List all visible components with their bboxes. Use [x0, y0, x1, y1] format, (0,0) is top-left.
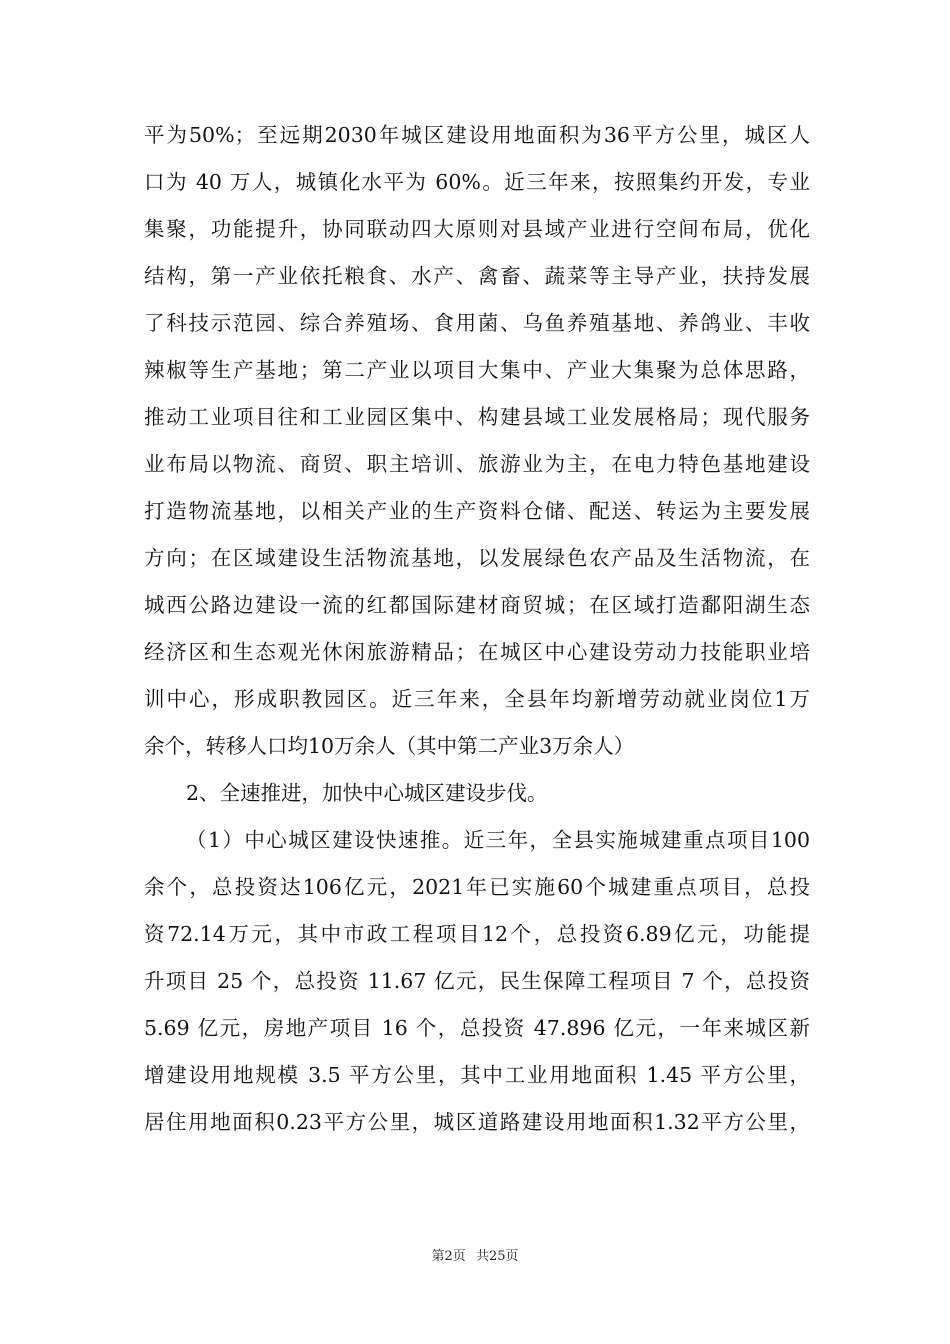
text-line: 集聚，功能提升，协同联动四大原则对县域产业进行空间布局，优化: [144, 217, 810, 241]
paragraph-3: [144, 817, 810, 1146]
document-body: [144, 112, 810, 1146]
text-line: 增建设用地规模 3.5 平方公里，其中工业用地面积 1.45 平方公里，: [144, 1063, 810, 1087]
text-line: 平为50%；至远期2030年城区建设用地面积为36平方公里，城区人: [144, 123, 810, 147]
text-line: （1）中心城区建设快速推。近三年，全县实施城建重点项目100: [186, 828, 810, 852]
text-line: 城西公路边建设一流的红都国际建材商贸城；在区域打造鄱阳湖生态: [144, 593, 810, 617]
page-number: 第2页: [431, 1249, 466, 1264]
text-line: 方向；在区域建设生活物流基地，以发展绿色农产品及生活物流，在: [144, 546, 810, 570]
text-line: 训中心，形成职教园区。近三年来，全县年均新增劳动就业岗位1万: [144, 687, 810, 711]
section-heading: 2、全速推进，加快中心城区建设步伐。: [186, 781, 548, 805]
paragraph-2: [144, 770, 810, 817]
text-line: 辣椒等生产基地；第二产业以项目大集中、产业大集聚为总体思路，: [144, 358, 810, 382]
page-footer: [0, 1245, 950, 1264]
text-line: 5.69 亿元，房地产项目 16 个，总投资 47.896 亿元，一年来城区新: [144, 1016, 810, 1040]
text-line: 余个，转移人口均10万余人（其中第二产业3万余人）: [144, 734, 635, 758]
text-line: 推动工业项目往和工业园区集中、构建县域工业发展格局；现代服务: [144, 405, 810, 429]
text-line: 余个，总投资达106亿元，2021年已实施60个城建重点项目，总投: [144, 875, 810, 899]
text-line: 业布局以物流、商贸、职主培训、旅游业为主，在电力特色基地建设: [144, 452, 810, 476]
page-total: 共25页: [475, 1249, 519, 1264]
text-line: 了科技示范园、综合养殖场、食用菌、乌鱼养殖基地、养鸽业、丰收: [144, 311, 810, 335]
text-line: 资72.14万元，其中市政工程项目12个，总投资6.89亿元，功能提: [144, 922, 810, 946]
text-line: 口为 40 万人，城镇化水平为 60%。近三年来，按照集约开发，专业: [144, 170, 810, 194]
text-line: 居住用地面积0.23平方公里，城区道路建设用地面积1.32平方公里，: [144, 1110, 810, 1134]
text-line: 经济区和生态观光休闲旅游精品；在城区中心建设劳动力技能职业培: [144, 640, 810, 664]
text-line: 升项目 25 个，总投资 11.67 亿元，民生保障工程项目 7 个，总投资: [144, 969, 810, 993]
text-line: 打造物流基地，以相关产业的生产资料仓储、配送、转运为主要发展: [144, 499, 810, 523]
text-line: 结构，第一产业依托粮食、水产、禽畜、蔬菜等主导产业，扶持发展: [144, 264, 810, 288]
paragraph-1: [144, 112, 810, 770]
